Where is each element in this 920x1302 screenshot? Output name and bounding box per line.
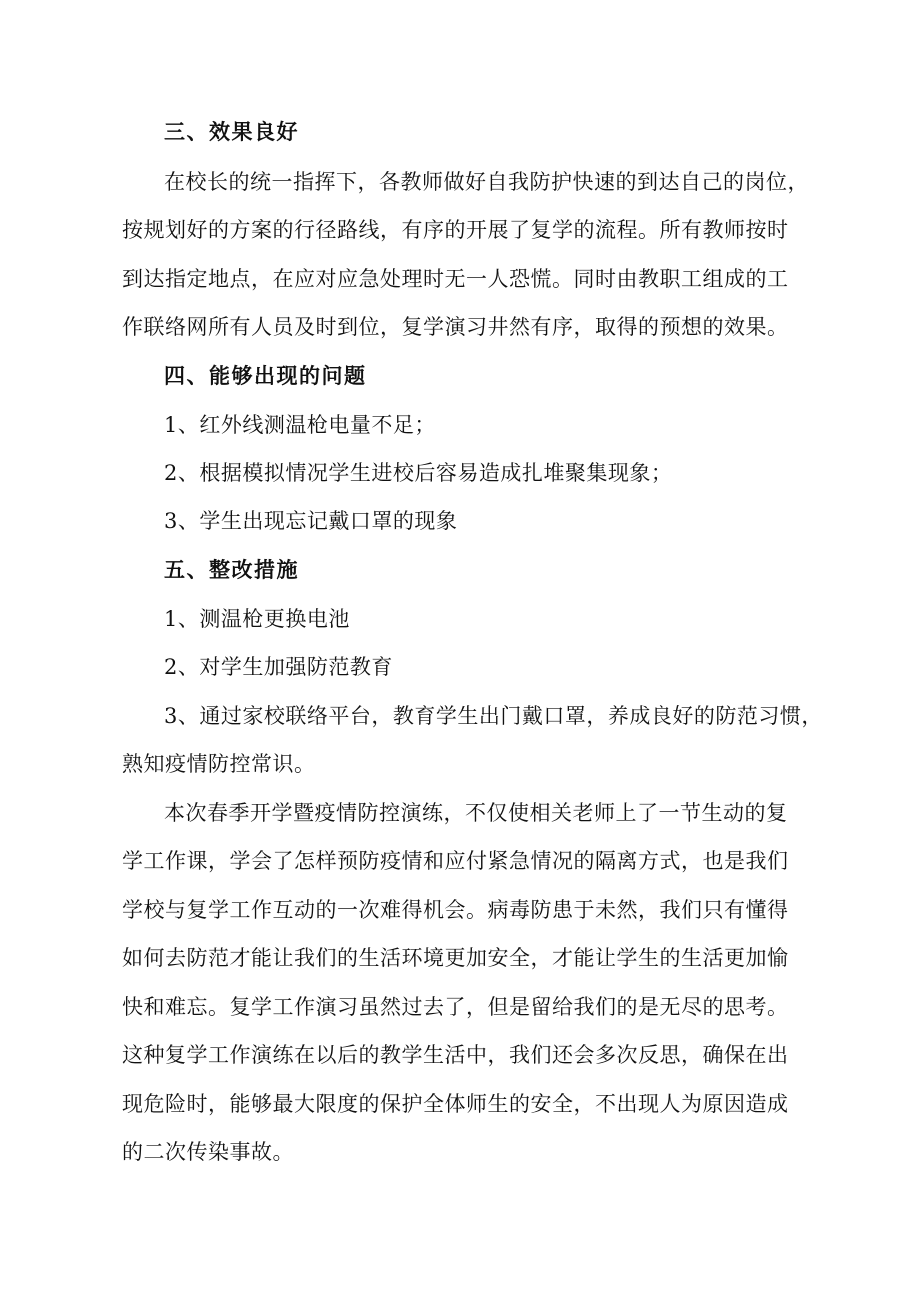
conclusion-line: 快和难忘。复学工作演习虽然过去了，但是留给我们的是无尽的思考。 xyxy=(122,995,789,1019)
list-item: 2、根据模拟情况学生进校后容易造成扎堆聚集现象； xyxy=(164,461,673,485)
section-heading-problems: 四、能够出现的问题 xyxy=(164,364,367,388)
section-heading-measures: 五、整改措施 xyxy=(164,558,299,582)
conclusion-line: 本次春季开学暨疫情防控演练，不仅使相关老师上了一节生动的复 xyxy=(164,801,788,825)
conclusion-line: 的二次传染事故。 xyxy=(122,1140,294,1164)
conclusion-line: 学校与复学工作互动的一次难得机会。病毒防患于未然，我们只有懂得 xyxy=(122,898,789,922)
list-item: 1、红外线测温枪电量不足； xyxy=(164,413,436,437)
list-item: 2、对学生加强防范教育 xyxy=(164,655,393,679)
list-item: 3、通过家校联络平台，教育学生出门戴口罩，养成良好的防范习惯， xyxy=(164,704,823,728)
list-item-continuation: 熟知疫情防控常识。 xyxy=(122,752,316,776)
conclusion-line: 现危险时，能够最大限度的保护全体师生的安全，不出现人为原因造成 xyxy=(122,1092,789,1116)
paragraph-line: 到达指定地点，在应对应急处理时无一人恐慌。同时由教职工组成的工 xyxy=(122,267,789,291)
paragraph-line: 作联络网所有人员及时到位，复学演习井然有序，取得的预想的效果。 xyxy=(122,315,789,339)
list-item: 3、学生出现忘记戴口罩的现象 xyxy=(164,509,458,533)
paragraph-line: 按规划好的方案的行径路线，有序的开展了复学的流程。所有教师按时 xyxy=(122,218,789,242)
list-item: 1、测温枪更换电池 xyxy=(164,607,350,631)
section-heading-effect: 三、效果良好 xyxy=(164,120,299,144)
conclusion-line: 这种复学工作演练在以后的教学生活中，我们还会多次反思，确保在出 xyxy=(122,1043,789,1067)
conclusion-line: 学工作课，学会了怎样预防疫情和应付紧急情况的隔离方式，也是我们 xyxy=(122,849,789,873)
conclusion-line: 如何去防范才能让我们的生活环境更加安全，才能让学生的生活更加愉 xyxy=(122,946,789,970)
paragraph-line: 在校长的统一指挥下，各教师做好自我防护快速的到达自己的岗位， xyxy=(164,170,809,194)
